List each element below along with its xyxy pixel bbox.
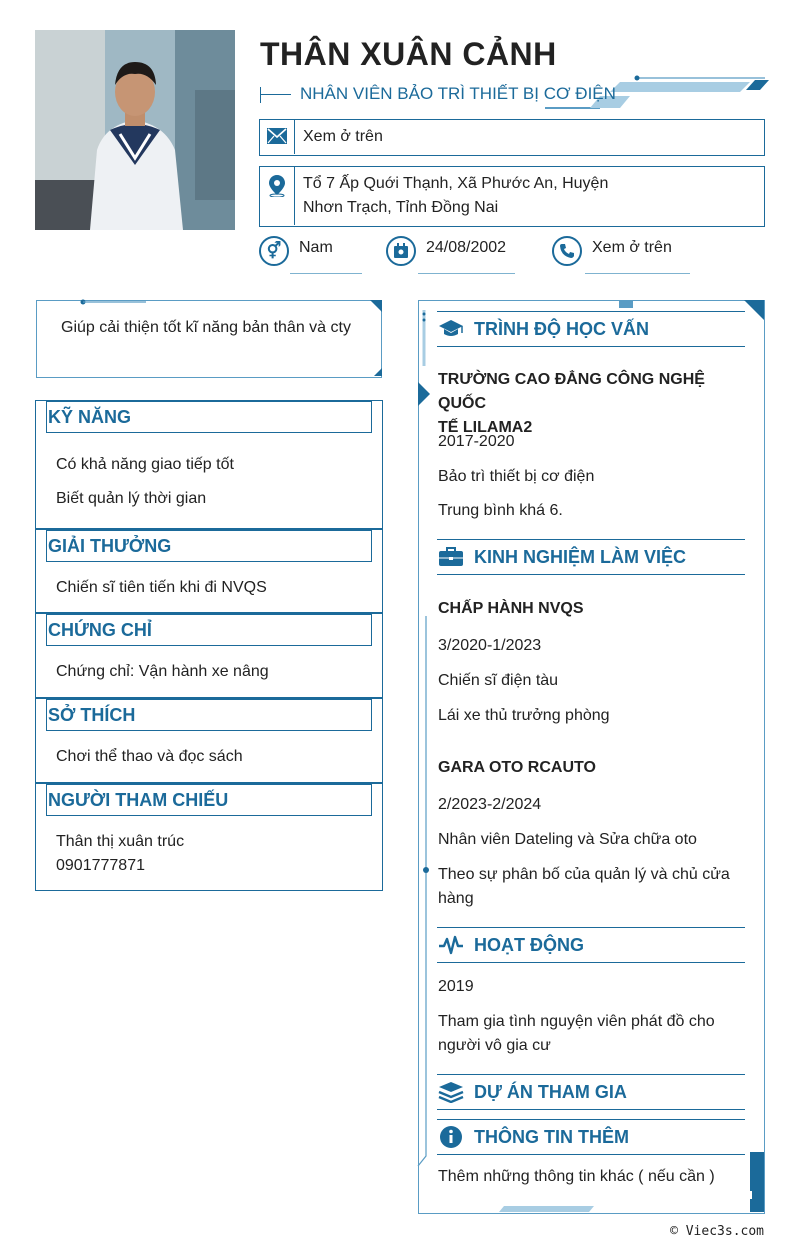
- education-title: TRÌNH ĐỘ HỌC VẤN: [474, 318, 649, 339]
- job-title: NHÂN VIÊN BẢO TRÌ THIẾT BỊ CƠ ĐIỆN: [300, 84, 616, 103]
- pulse-icon: [437, 933, 465, 957]
- hobbies-title: SỞ THÍCH: [46, 699, 372, 731]
- skills-section: [35, 400, 383, 529]
- phone-item: [552, 236, 672, 266]
- activity-description-line-1: Tham gia tình nguyện viên phát đồ cho: [438, 1013, 715, 1030]
- skill-item: Biết quản lý thời gian: [56, 490, 207, 507]
- job-period: 3/2020-1/2023: [438, 637, 542, 654]
- certificate-item: Chứng chỉ: Vận hành xe nâng: [56, 663, 269, 680]
- school-name-line-1: TRƯỜNG CAO ĐẲNG CÔNG NGHỆ QUỐC: [438, 371, 705, 412]
- activity-description-line-2: người vô gia cư: [438, 1037, 551, 1054]
- activity-year: 2019: [438, 978, 474, 995]
- job-title-marker: [260, 87, 290, 103]
- objective-text: Giúp cải thiện tốt kĩ năng bản thân và cty: [61, 319, 351, 336]
- skill-item: Có khả năng giao tiếp tốt: [56, 456, 234, 473]
- additional-info-header: [437, 1119, 745, 1155]
- job-company: GARA OTO RCAUTO: [438, 759, 596, 776]
- gender-value: Nam: [299, 239, 333, 256]
- skills-title: KỸ NĂNG: [46, 401, 372, 433]
- certificates-section: [35, 613, 383, 698]
- education-major: Bảo trì thiết bị cơ điện: [438, 468, 595, 485]
- layers-icon: [437, 1080, 465, 1104]
- address-line-2: Nhơn Trạch, Tỉnh Đồng Nai: [303, 199, 499, 216]
- references-section: [35, 783, 383, 891]
- references-title: NGƯỜI THAM CHIẾU: [46, 784, 372, 816]
- calendar-icon: [386, 236, 416, 266]
- education-period: 2017-2020: [438, 433, 515, 450]
- phone-value: Xem ở trên: [592, 239, 672, 256]
- gender-item: [259, 236, 333, 266]
- job-company: CHẤP HÀNH NVQS: [438, 600, 584, 617]
- award-item: Chiến sĩ tiên tiến khi đi NVQS: [56, 579, 267, 596]
- awards-title: GIẢI THƯỞNG: [46, 530, 372, 562]
- hobbies-section: [35, 698, 383, 783]
- job-description: [438, 863, 748, 911]
- job-role: Chiến sĩ điện tàu: [438, 672, 559, 689]
- experience-title: KINH NGHIỆM LÀM VIỆC: [474, 546, 687, 567]
- awards-section: [35, 529, 383, 613]
- birthday-item: [386, 236, 506, 266]
- address-value: [294, 167, 764, 225]
- activity-description: [438, 1010, 748, 1058]
- experience-header: [437, 539, 745, 575]
- gender-icon: ⚥: [259, 236, 289, 266]
- school-name-line-2: TẾ LILAMA2: [438, 419, 533, 436]
- address-line-1: Tổ 7 Ấp Quới Thạnh, Xã Phước An, Huyện: [303, 175, 609, 192]
- job-description-line-2: hàng: [438, 890, 474, 907]
- certificates-title: CHỨNG CHỈ: [46, 614, 372, 646]
- phone-underline: [585, 273, 690, 274]
- job-description-line-1: Theo sự phân bố của quản lý và chủ cửa: [438, 866, 730, 883]
- job-period: 2/2023-2/2024: [438, 796, 542, 813]
- education-grade: Trung bình khá 6.: [438, 502, 563, 519]
- birthday-underline: [418, 273, 515, 274]
- hobby-item: Chơi thể thao và đọc sách: [56, 748, 243, 765]
- reference-phone: 0901777871: [56, 857, 145, 874]
- briefcase-icon: [437, 545, 465, 569]
- location-pin-icon: [260, 167, 294, 197]
- copyright-footer: © Viec3s.com: [670, 1224, 764, 1239]
- email-value: Xem ở trên: [294, 120, 764, 154]
- objective-decoration: [36, 296, 384, 382]
- education-header: [437, 311, 745, 347]
- activities-title: HOẠT ĐỘNG: [474, 934, 584, 955]
- graduation-cap-icon: [437, 317, 465, 341]
- projects-header: [437, 1074, 745, 1110]
- job-role: Nhân viên Dateling và Sửa chữa oto: [438, 831, 697, 848]
- candidate-name: THÂN XUÂN CẢNH: [260, 36, 557, 72]
- email-row: [259, 119, 765, 156]
- gender-underline: [290, 273, 362, 274]
- additional-info-text: Thêm những thông tin khác ( nếu cần ): [438, 1168, 715, 1185]
- additional-info-title: THÔNG TIN THÊM: [474, 1126, 629, 1147]
- job-description: Lái xe thủ trưởng phòng: [438, 707, 610, 724]
- birthday-value: 24/08/2002: [426, 239, 507, 256]
- activities-header: [437, 927, 745, 963]
- info-icon: [437, 1125, 465, 1149]
- reference-name: Thân thị xuân trúc: [56, 833, 185, 850]
- address-row: [259, 166, 765, 227]
- profile-photo: [35, 30, 235, 230]
- phone-icon: [552, 236, 582, 266]
- envelope-icon: [260, 120, 294, 144]
- projects-title: DỰ ÁN THAM GIA: [474, 1081, 627, 1102]
